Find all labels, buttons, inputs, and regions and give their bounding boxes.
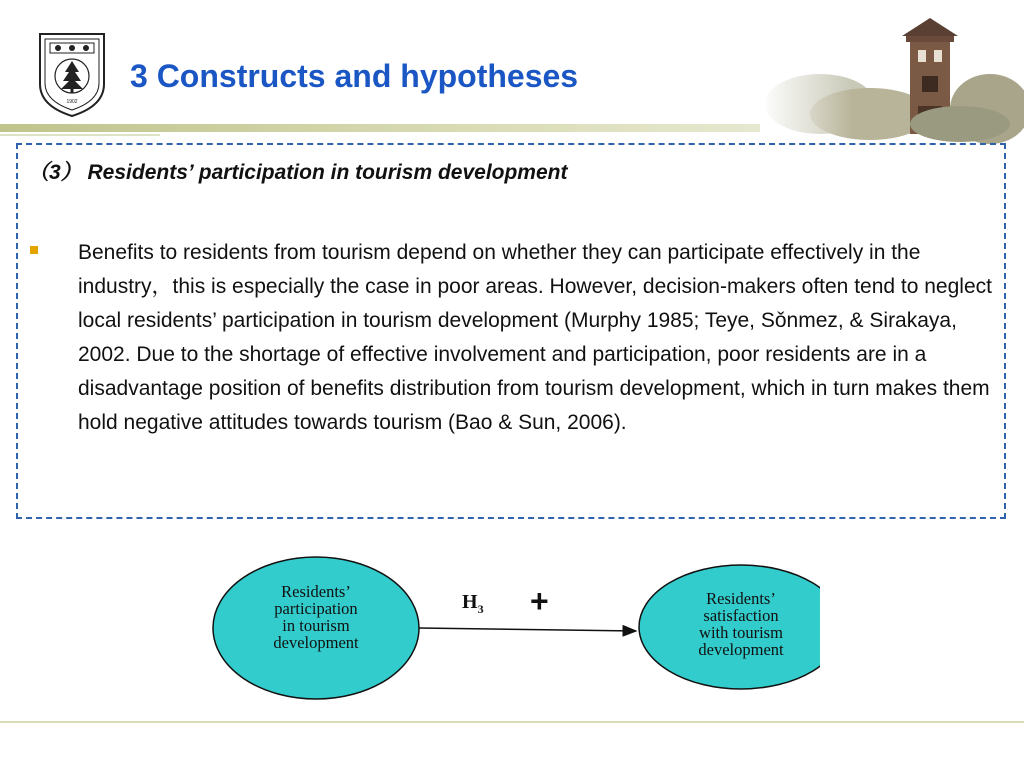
hypothesis-diagram [200,555,820,705]
bullet-paragraph: Benefits to residents from tourism depend on whether they can participate effectively in the industry，this is especially the case in poor areas. However, decision-makers often tend to neglect local residents’ participation in tourism development (Murphy 1985; Teye, Sǒnmez, & Sirakaya, 2002. Due to the shortage of effective involvement and participation, poor residents are in a disadvantage position of benefits distribution from tourism development, which in turn makes them hold negative attitudes towards tourism (Bao & Sun, 2006). [78,241,992,434]
header-rule-accent [0,134,160,136]
svg-text:1902: 1902 [66,99,78,105]
hypothesis-arrow [419,628,636,631]
hypothesis-sign: + [530,583,549,619]
source-node-label: Residents’ participation in tourism development [273,582,359,652]
header-tower-illustration [760,14,1024,144]
bullet-marker [30,246,38,254]
page-title: 3 Constructs and hypotheses [130,58,579,94]
hypothesis-label: $H_3$ [462,591,484,616]
section-subheading: （3） Residents’ participation in tourism development [28,161,568,184]
footer-rule [0,721,1024,723]
target-node-label: Residents’ satisfaction with tourism development [698,589,784,659]
university-logo [36,30,108,118]
header-rule [0,124,760,132]
